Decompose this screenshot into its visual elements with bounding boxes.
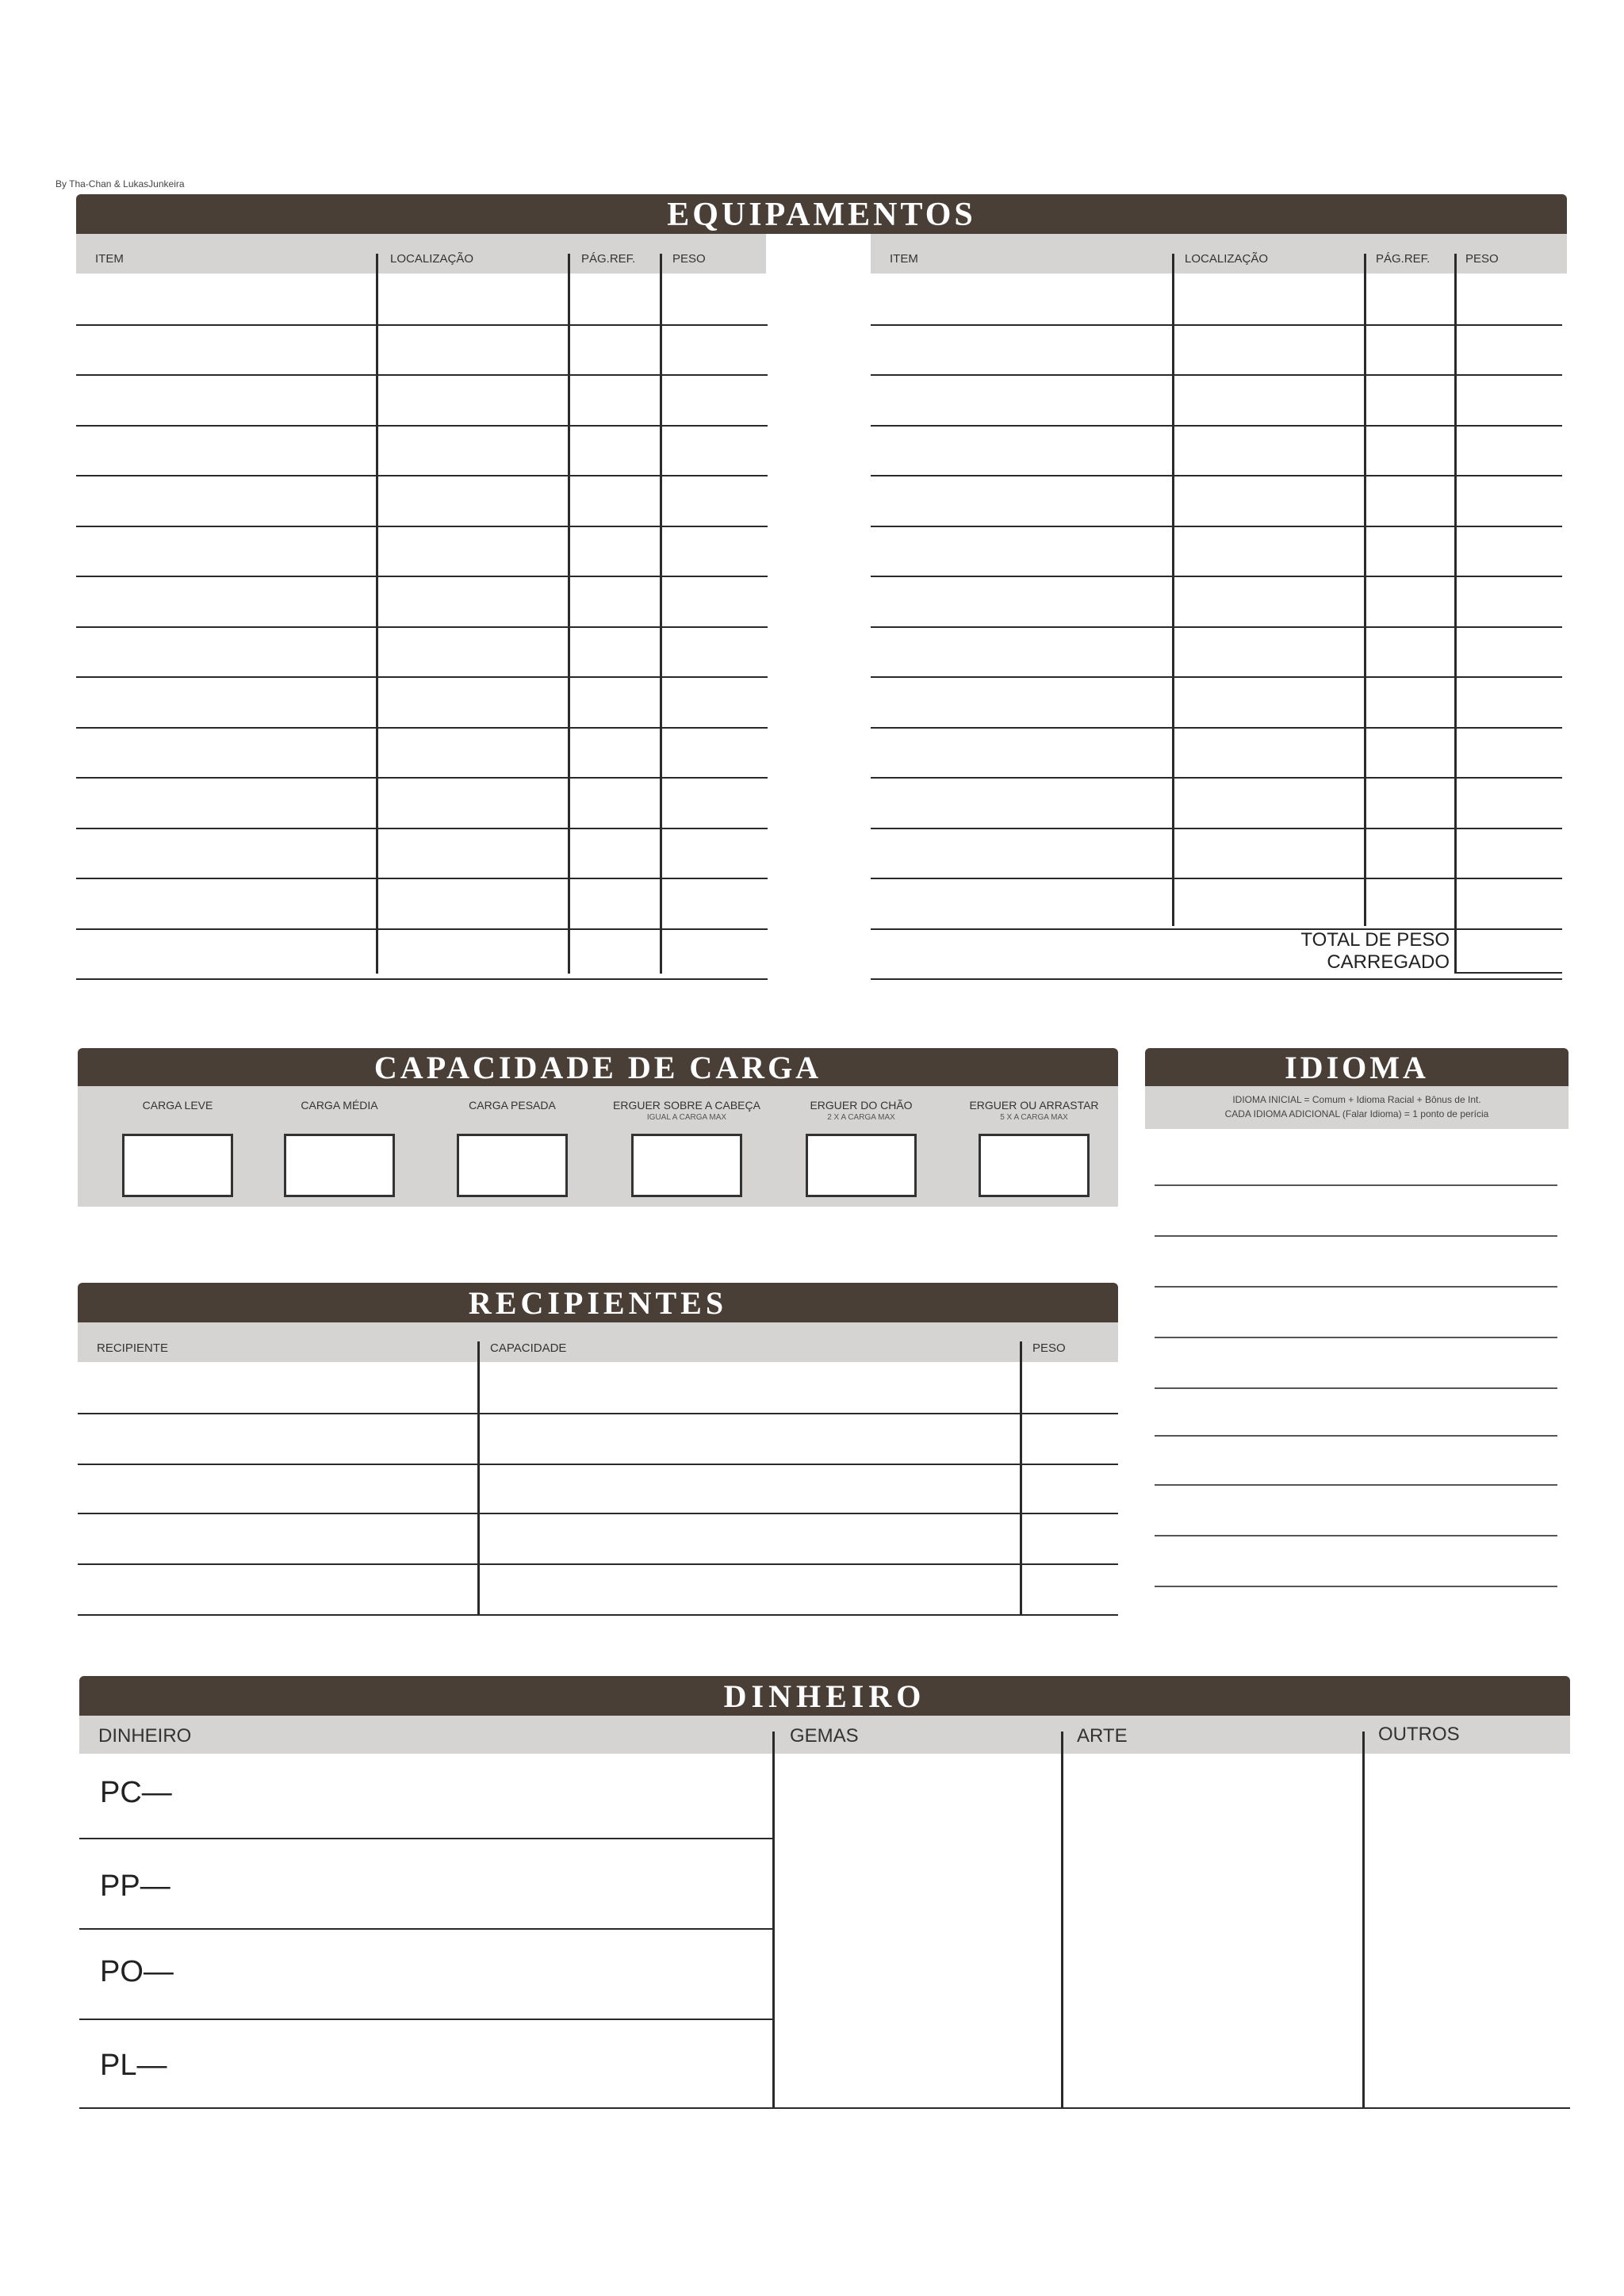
erguer-ou-arrastar-box[interactable] [979,1134,1090,1197]
coin-pp-label: PP— [100,1869,170,1903]
idioma-title: IDIOMA [1145,1048,1568,1086]
coin-amount-field[interactable] [190,1754,761,1838]
recipiente-row[interactable] [78,1464,1118,1511]
idioma-line [1155,1235,1557,1237]
equipment-row[interactable] [76,324,768,375]
equipment-row[interactable] [76,274,768,324]
recipiente-row[interactable] [78,1414,1118,1462]
credit-text: By Tha-Chan & LukasJunkeira [56,178,185,189]
recipientes-header [78,1322,1118,1362]
col-recipiente: RECIPIENTE [97,1341,169,1355]
col-dinheiro: DINHEIRO [98,1725,192,1747]
coin-pc-label: PC— [100,1776,172,1809]
col-peso-right: PESO [1465,252,1499,266]
column-divider [1364,254,1366,926]
equipamentos-title: EQUIPAMENTOS [76,194,1567,234]
recipiente-row[interactable] [78,1565,1118,1613]
column-divider [1061,1732,1063,2109]
idioma-line [1155,1184,1557,1186]
outros-field[interactable] [1367,1754,1568,2106]
total-bottom-line [1454,972,1562,974]
capacidade-title: CAPACIDADE DE CARGA [78,1048,1118,1086]
recipiente-row[interactable] [78,1514,1118,1562]
erguer-do-chao-box[interactable] [806,1134,917,1197]
idioma-line [1155,1586,1557,1587]
equipment-row[interactable] [76,626,768,677]
col-outros: OUTROS [1378,1724,1460,1745]
equipment-row[interactable] [76,425,768,476]
equipment-row[interactable] [871,828,1562,878]
erguer-do-chao-label: ERGUER DO CHÃO [810,1099,913,1112]
idioma-entry[interactable] [1155,1140,1557,1183]
equipment-row[interactable] [871,526,1562,576]
column-divider [568,254,570,974]
idioma-note-1: IDIOMA INICIAL = Comum + Idioma Racial + Bônus de Int. [1232,1094,1481,1105]
total-peso-line-2: CARREGADO [1327,951,1450,973]
carga-pesada-box[interactable] [457,1134,568,1197]
column-divider [1454,254,1457,926]
arte-field[interactable] [1066,1754,1361,2106]
idioma-entry[interactable] [1155,1343,1557,1386]
col-capacidade: CAPACIDADE [490,1341,567,1355]
equipment-row[interactable] [76,828,768,878]
carga-leve-label: CARGA LEVE [142,1099,213,1112]
col-localizacao-right: LOCALIZAÇÃO [1185,252,1269,266]
equipment-row[interactable] [871,324,1562,375]
column-divider [376,254,378,974]
equipment-row[interactable] [76,576,768,626]
col-gemas: GEMAS [790,1725,859,1747]
carga-media-label: CARGA MÉDIA [301,1099,378,1112]
idioma-entry[interactable] [1155,1292,1557,1335]
erguer-ou-arrastar-sub: 5 X A CARGA MAX [1000,1113,1068,1122]
total-peso-line-1: TOTAL DE PESO [1300,929,1450,951]
coin-amount-field[interactable] [190,2019,761,2107]
carga-leve-box[interactable] [122,1134,233,1197]
equipment-row[interactable] [871,425,1562,476]
total-peso-field[interactable] [1456,926,1562,972]
equipment-row[interactable] [76,727,768,778]
erguer-do-chao-sub: 2 X A CARGA MAX [827,1113,895,1122]
equipment-row[interactable] [76,777,768,828]
idioma-line [1155,1337,1557,1338]
equipment-row[interactable] [871,475,1562,526]
equipment-row[interactable] [871,274,1562,324]
erguer-sobre-cabeca-box[interactable] [631,1134,742,1197]
col-item-left: ITEM [95,252,124,266]
idioma-line [1155,1435,1557,1437]
equipment-row[interactable] [871,576,1562,626]
erguer-sobre-cabeca-label: ERGUER SOBRE A CABEÇA [613,1099,760,1112]
equipment-row[interactable] [76,878,768,928]
equipment-row[interactable] [871,727,1562,778]
equipment-row[interactable] [76,676,768,727]
erguer-sobre-cabeca-sub: IGUAL A CARGA MAX [646,1113,727,1122]
col-localizacao-left: LOCALIZAÇÃO [390,252,474,266]
recipiente-row-line [78,1614,1118,1616]
dinheiro-title: DINHEIRO [79,1676,1570,1716]
idioma-line [1155,1387,1557,1389]
equipment-row[interactable] [871,777,1562,828]
erguer-ou-arrastar-label: ERGUER OU ARRASTAR [969,1099,1099,1112]
equipment-row[interactable] [76,475,768,526]
idioma-entry[interactable] [1155,1440,1557,1483]
carga-media-box[interactable] [284,1134,395,1197]
col-pagref-left: PÁG.REF. [581,252,636,266]
recipiente-row[interactable] [78,1364,1118,1411]
gemas-field[interactable] [777,1754,1059,2106]
idioma-note-2: CADA IDIOMA ADICIONAL (Falar Idioma) = 1 ponto de perícia [1224,1108,1489,1119]
col-peso-recipientes: PESO [1032,1341,1066,1355]
carga-pesada-label: CARGA PESADA [469,1099,556,1112]
column-divider [1172,254,1174,926]
column-divider [477,1341,480,1616]
idioma-line [1155,1286,1557,1288]
column-divider [1362,1732,1365,2109]
column-divider [772,1732,775,2109]
equipment-row[interactable] [871,676,1562,727]
equipment-row[interactable] [871,374,1562,425]
equipment-row[interactable] [871,626,1562,677]
coin-amount-field[interactable] [190,1928,761,2019]
equipment-row[interactable] [76,928,768,979]
col-peso-left: PESO [672,252,706,266]
idioma-entry[interactable] [1155,1391,1557,1433]
equipment-row[interactable] [76,374,768,425]
idioma-note-panel [1145,1086,1568,1129]
column-divider [660,254,662,974]
equipment-row[interactable] [871,878,1562,928]
total-peso-label [1269,929,1450,974]
equipment-row[interactable] [76,526,768,576]
dinheiro-bottom-line [79,2107,1570,2109]
idioma-entry[interactable] [1155,1490,1557,1533]
col-item-right: ITEM [890,252,918,266]
idioma-line [1155,1535,1557,1536]
idioma-entry[interactable] [1155,1191,1557,1234]
recipientes-title: RECIPIENTES [78,1283,1118,1322]
idioma-entry[interactable] [1155,1242,1557,1284]
coin-pl-label: PL— [100,2049,167,2082]
idioma-line [1155,1484,1557,1486]
column-divider [1020,1341,1022,1616]
coin-po-label: PO— [100,1955,174,1988]
idioma-entry[interactable] [1155,1541,1557,1584]
col-pagref-right: PÁG.REF. [1376,252,1431,266]
col-arte: ARTE [1077,1725,1128,1747]
coin-amount-field[interactable] [190,1838,761,1928]
